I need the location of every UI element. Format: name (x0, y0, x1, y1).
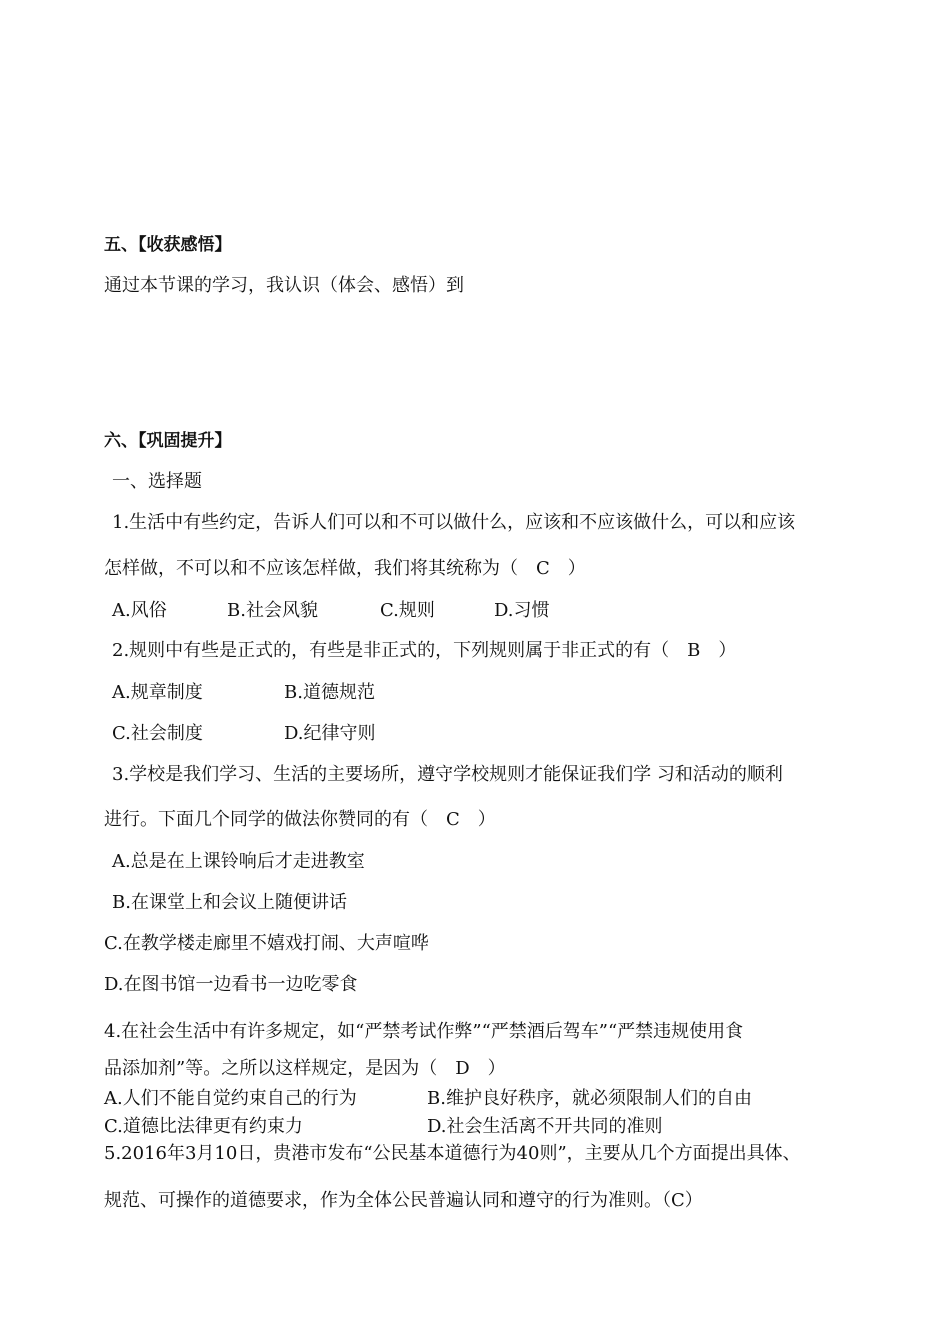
question-2-line-1: 2.规则中有些是正式的，有些是非正式的，下列规则属于非正式的有（ B ） (112, 640, 737, 661)
question-2-option-a: A.规章制度 (112, 682, 203, 703)
question-2-option-d: D.纪律守则 (284, 723, 376, 744)
question-3-option-a: A.总是在上课铃响后才走进教室 (112, 851, 365, 872)
question-3-line-2: 进行。下面几个同学的做法你赞同的有（ C ） (104, 809, 496, 830)
question-2-option-b: B.道德规范 (284, 682, 375, 703)
question-5-line-2: 规范、可操作的道德要求，作为全体公民普遍认同和遵守的行为准则。（C） (104, 1190, 703, 1211)
question-3-line-1: 3.学校是我们学习、生活的主要场所，遵守学校规则才能保证我们学 习和活动的顺利 (112, 764, 783, 785)
question-5-line-1: 5.2016年3月10日，贵港市发布“公民基本道德行为40则”，主要从几个方面提出具体、 (104, 1143, 801, 1164)
question-1-option-b: B.社会风貌 (227, 600, 318, 621)
question-4-option-c: C.道德比法律更有约束力 (104, 1116, 303, 1137)
section-5-heading: 五、【收获感悟】 (104, 235, 232, 255)
question-4-option-d: D.社会生活离不开共同的准则 (427, 1116, 663, 1137)
question-4-option-b: B.维护良好秩序，就必须限制人们的自由 (427, 1088, 752, 1109)
question-3-option-b: B.在课堂上和会议上随便讲话 (112, 892, 347, 913)
question-3-option-c: C.在教学楼走廊里不嬉戏打闹、大声喧哗 (104, 933, 429, 954)
question-1-line-2: 怎样做，不可以和不应该怎样做，我们将其统称为（ C ） (104, 558, 586, 579)
question-1-option-c: C.规则 (380, 600, 435, 621)
question-4-line-1: 4.在社会生活中有许多规定，如“严禁考试作弊”“严禁酒后驾车”“严禁违规使用食 (104, 1021, 744, 1042)
question-4-option-a: A.人们不能自觉约束自己的行为 (104, 1088, 357, 1109)
question-3-option-d: D.在图书馆一边看书一边吃零食 (104, 974, 358, 995)
section-6-heading: 六、【巩固提升】 (104, 431, 232, 451)
question-2-option-c: C.社会制度 (112, 723, 203, 744)
question-1-option-a: A.风俗 (112, 600, 167, 621)
question-4-line-2: 品添加剂”等。之所以这样规定，是因为（ D ） (104, 1058, 506, 1079)
choice-questions-subheading: 一、选择题 (112, 471, 202, 492)
reflection-prompt: 通过本节课的学习，我认识（体会、感悟）到 (104, 275, 464, 296)
question-1-option-d: D.习惯 (494, 600, 550, 621)
question-1-line-1: 1.生活中有些约定，告诉人们可以和不可以做什么，应该和不应该做什么，可以和应该 (112, 512, 796, 533)
